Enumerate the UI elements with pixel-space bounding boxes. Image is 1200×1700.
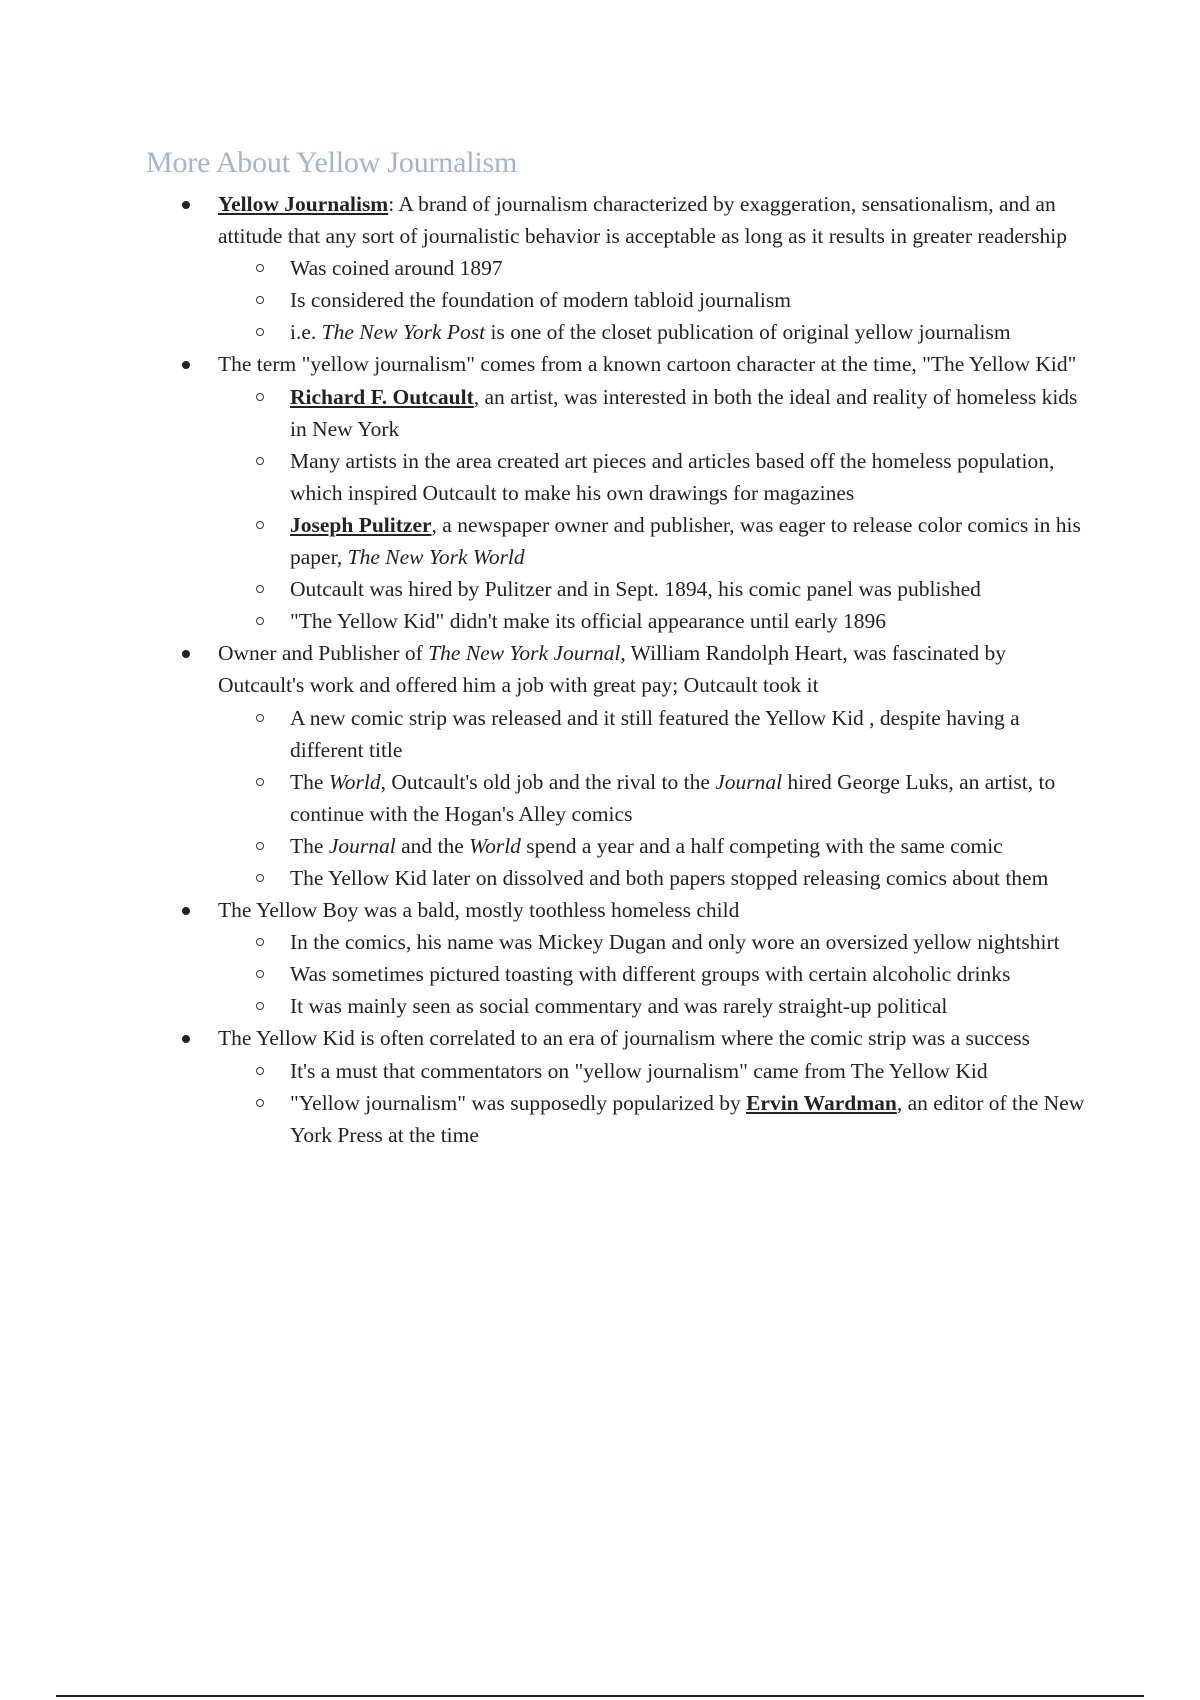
sub-item-dissolved [218,862,1086,894]
sub-item-world-luks [218,766,1086,830]
sub-item-text: "Yellow journalism" was supposedly popularized by [290,1090,747,1115]
page-bottom-rule [56,1695,1144,1697]
sub-item-mickey-dugan [218,926,1086,958]
sub-item-text: Is considered the foundation of modern tabloid journalism [290,288,791,313]
sub-item-text: Was sometimes pictured toasting with different groups with certain alcoholic drinks [290,962,1011,987]
term-yellow-journalism: Yellow Journalism [218,192,389,216]
sub-item-wardman [218,1087,1086,1151]
sub-item-new-strip [218,702,1086,766]
sub-item-toasting [218,958,1086,990]
sub-item-text: and the [395,833,470,858]
sub-item-text: , an editor of the New York Press at the time [290,1090,1085,1147]
hollow-bullet-icon [256,938,264,946]
definition-text: : A brand of journalism characterized by exaggeration, sensationalism, and an attitude that any sort of journalistic behavior is acceptable as long as it results in greater readership [218,192,1067,249]
hollow-bullet-icon [256,1002,264,1010]
sub-item-foundation [218,284,1086,316]
list-item-yellow-journalism-definition [146,188,1086,348]
list-item-text: The Yellow Kid is often correlated to an era of journalism where the comic strip was a success [218,1026,1030,1051]
bullet-icon [182,650,190,658]
sub-item-text: , a newspaper owner and publisher, was eager to release color comics in his paper, [290,512,1081,570]
sub-item-text: It's a must that commentators on "yellow journalism" came from The Yellow Kid [290,1058,988,1083]
hollow-bullet-icon [256,714,264,722]
bullet-icon [182,361,190,369]
outline-list [146,188,1086,1151]
sub-item-text: It was mainly seen as social commentary and was rarely straight-up political [290,994,948,1019]
list-item-yellow-boy [146,894,1086,1022]
sub-item-text: , Outcault's old job and the rival to the [380,769,716,794]
hollow-bullet-icon [256,970,264,978]
sub-item-text: Outcault was hired by Pulitzer and in Sept. 1894, his comic panel was published [290,577,981,602]
bullet-icon [182,1035,190,1043]
sub-item-new-york-post [218,316,1086,348]
sub-item-artists [218,445,1086,509]
term-ervin-wardman: Ervin Wardman [746,1090,897,1115]
sub-item-commentators [218,1055,1086,1087]
hollow-bullet-icon [256,842,264,850]
sub-item-text: The [290,769,329,794]
publication-title: Journal [715,769,783,794]
publication-title: Journal [328,833,396,858]
list-item-hearst-journal [146,637,1086,894]
sub-item-text: Many artists in the area created art pieces and articles based off the homeless population, which inspired Outcault to make his own drawings for magazines [290,448,1055,505]
sub-item-appearance [218,605,1086,637]
hollow-bullet-icon [256,585,264,593]
hollow-bullet-icon [256,296,264,304]
sub-item-text: The Yellow Kid later on dissolved and both papers stopped releasing comics about them [290,865,1049,890]
publication-title: World [469,833,521,858]
bullet-icon [182,907,190,915]
hollow-bullet-icon [256,1099,264,1107]
hollow-bullet-icon [256,1067,264,1075]
publication-title: World [328,769,381,794]
sub-item-coined [218,252,1086,284]
sublist [218,926,1086,1022]
publication-title: The New York Post [321,320,486,345]
list-item-text: , William Randolph Heart, was fascinated by Outcault's work and offered him a job with great pay; Outcault took it [218,641,1006,698]
sub-item-text: , an artist, was interested in both the ideal and reality of homeless kids in New York [290,384,1078,441]
hollow-bullet-icon [256,874,264,882]
sub-item-text: is one of the closet publication of original yellow journalism [485,320,1011,345]
sublist [218,1055,1086,1151]
sub-item-text: spend a year and a half competing with the same comic [520,833,1003,858]
document-page [146,138,1086,1151]
sub-item-competing [218,830,1086,862]
bullet-icon [182,201,190,209]
sub-item-social-commentary [218,990,1086,1022]
sub-item-text: In the comics, his name was Mickey Dugan and only wore an oversized yellow nightshirt [290,930,1060,955]
sub-item-text: Was coined around 1897 [290,256,503,281]
sub-item-text: i.e. [290,320,322,345]
publication-title: The New York Journal [428,641,621,666]
hollow-bullet-icon [256,778,264,786]
hollow-bullet-icon [256,393,264,401]
sublist [218,702,1086,895]
term-richard-outcault: Richard F. Outcault [290,384,474,409]
sub-item-hired [218,573,1086,605]
sub-item-pulitzer [218,509,1086,573]
page-title: More About Yellow Journalism [146,146,518,179]
sub-item-text: The [290,833,329,858]
sublist [218,381,1086,638]
list-item-text: The Yellow Boy was a bald, mostly toothless homeless child [218,898,740,923]
publication-title: The New York World [347,545,525,570]
hollow-bullet-icon [256,457,264,465]
sublist [218,252,1086,348]
list-item-text: Owner and Publisher of [218,641,429,666]
sub-item-text: A new comic strip was released and it still featured the Yellow Kid , despite having a different title [290,705,1020,762]
list-item-comic-era [146,1022,1086,1150]
hollow-bullet-icon [256,617,264,625]
hollow-bullet-icon [256,328,264,336]
list-item-term-origin [146,348,1086,637]
sub-item-text: "The Yellow Kid" didn't make its official appearance until early 1896 [290,609,887,634]
hollow-bullet-icon [256,264,264,272]
hollow-bullet-icon [256,521,264,529]
sub-item-outcault [218,381,1086,445]
sub-item-text: hired George Luks, an artist, to continue with the Hogan's Alley comics [290,769,1056,826]
list-item-text: The term "yellow journalism" comes from a known cartoon character at the time, "The Yellow Kid" [218,352,1077,377]
term-joseph-pulitzer: Joseph Pulitzer [290,512,432,537]
